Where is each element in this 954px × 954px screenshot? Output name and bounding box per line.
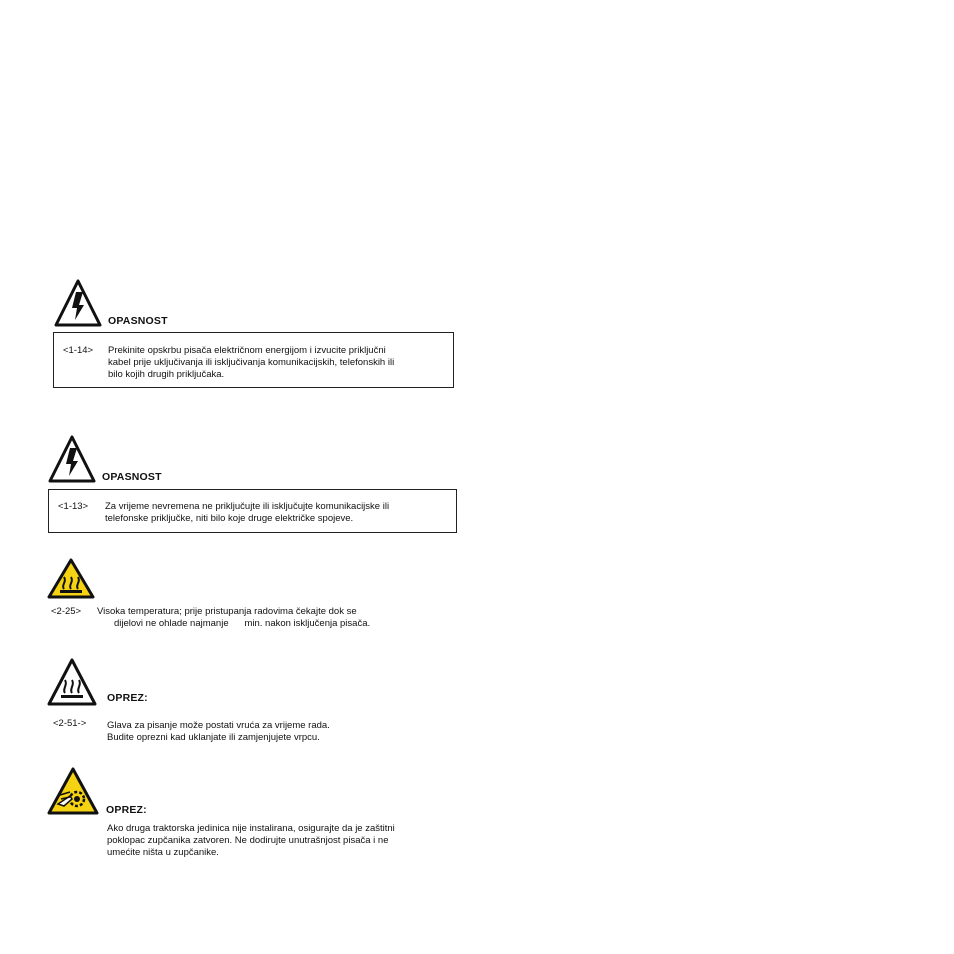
notice-line: dijelovi ne ohlade najmanje min. nakon isključenja pisača. — [114, 618, 371, 629]
notice-code: <1-14> — [63, 345, 94, 356]
notice-line: Za vrijeme nevremena ne priključujte ili isključujte komunikacijske ili — [105, 501, 390, 512]
notice-text — [108, 345, 453, 381]
danger-notice-box — [48, 489, 457, 533]
notice-text — [107, 720, 427, 744]
notice-line: Glava za pisanje može postati vruća za vrijeme rada. — [107, 720, 330, 731]
notice-line: Ako druga traktorska jedinica nije instalirana, osigurajte da je zaštitni — [107, 823, 395, 834]
caution-label: OPREZ: — [107, 692, 148, 704]
notice-line: bilo kojih drugih priključaka. — [108, 369, 225, 380]
notice-line: Visoka temperatura; prije pristupanja radovima čekajte dok se — [97, 606, 357, 617]
danger-label: OPASNOST — [102, 471, 162, 483]
hot-surface-icon — [47, 557, 95, 599]
notice-code: <2-25> — [51, 606, 82, 617]
notice-line: poklopac zupčanika zatvoren. Ne dodirujte unutrašnjost pisača i ne — [107, 835, 389, 846]
notice-code: <1-13> — [58, 501, 89, 512]
danger-label: OPASNOST — [108, 315, 168, 327]
hot-surface-icon — [46, 657, 98, 707]
danger-notice-box — [53, 332, 454, 388]
notice-text — [97, 606, 437, 630]
caution-label: OPREZ: — [106, 804, 147, 816]
notice-text — [107, 823, 457, 859]
electric-shock-icon — [53, 278, 103, 328]
notice-text — [105, 501, 455, 525]
notice-line: kabel prije uključivanja ili isključivanja komunikacijskih, telefonskih ili — [108, 357, 395, 368]
notice-line: Prekinite opskrbu pisača električnom energijom i izvucite priključni — [108, 345, 386, 356]
notice-line: Budite oprezni kad uklanjate ili zamjenjujete vrpcu. — [107, 732, 320, 743]
gear-hand-hazard-icon — [46, 766, 100, 816]
notice-line: umećite ništa u zupčanike. — [107, 847, 219, 858]
electric-shock-icon — [47, 434, 97, 484]
notice-line: telefonske priključke, niti bilo koje druge električke spojeve. — [105, 513, 354, 524]
notice-code: <2-51-> — [53, 718, 87, 729]
